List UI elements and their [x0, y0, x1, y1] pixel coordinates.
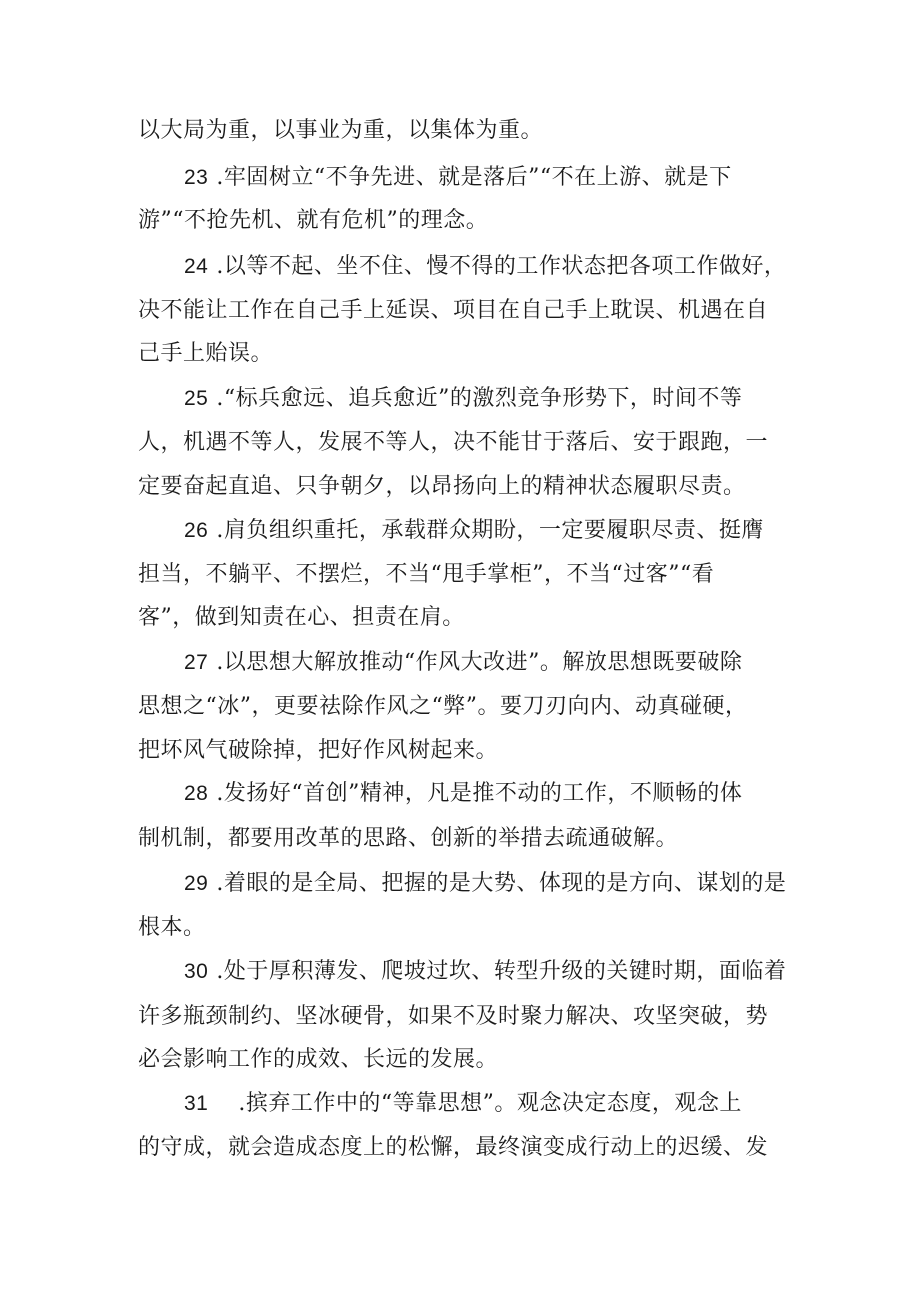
list-item-23: 23 .牢固树立“不争先进、就是落后”“不在上游、就是下: [184, 165, 732, 190]
item-number: 29: [184, 872, 209, 895]
text-line: 客”，做到知责在心、担责在肩。: [138, 605, 465, 630]
item-number: 25: [184, 387, 209, 410]
list-item-29: 29 .着眼的是全局、把握的是大势、体现的是方向、谋划的是: [184, 871, 787, 896]
text-line: 必会影响工作的成效、长远的发展。: [138, 1047, 499, 1072]
list-item-28: 28 .发扬好“首创”精神，凡是推不动的工作，不顺畅的体: [184, 781, 743, 806]
text-line: 决不能让工作在自己手上延误、项目在自己手上耽误、机遇在自: [138, 298, 769, 323]
text-line: 定要奋起直追、只争朝夕，以昂扬向上的精神状态履职尽责。: [138, 474, 746, 499]
text-line: 己手上贻误。: [138, 341, 274, 366]
item-number: 26: [184, 519, 209, 542]
text-line: 把坏风气破除掉，把好作风树起来。: [138, 738, 499, 763]
list-item-31: 31 .摈弃工作中的“等靠思想”。观念决定态度，观念上: [184, 1091, 742, 1116]
text-line: 人，机遇不等人，发展不等人，决不能甘于落后、安于跟跑，一: [138, 430, 769, 455]
text-line: 思想之“冰”，更要祛除作风之“弊”。要刀刃向内、动真碰硬，: [138, 694, 748, 719]
list-item-26: 26 .肩负组织重托，承载群众期盼，一定要履职尽责、挺膺: [184, 518, 764, 543]
item-number: 27: [184, 651, 209, 674]
text-line: 担当，不躺平、不摆烂，不当“甩手掌柜”，不当“过客”“看: [138, 562, 715, 587]
text-line: 根本。: [138, 915, 206, 940]
list-item-25: 25 .“标兵愈远、追兵愈近”的激烈竞争形势下，时间不等: [184, 386, 743, 411]
list-item-27: 27 .以思想大解放推动“作风大改进”。解放思想既要破除: [184, 650, 743, 675]
item-number: 28: [184, 782, 209, 805]
text-line: 许多瓶颈制约、坚冰硬骨，如果不及时聚力解决、攻坚突破，势: [138, 1004, 769, 1029]
list-item-24: 24 .以等不起、坐不住、慢不得的工作状态把各项工作做好，: [184, 254, 787, 279]
item-number: 24: [184, 255, 209, 278]
item-number: 23: [184, 166, 209, 189]
item-number: 31: [184, 1092, 209, 1115]
text-line: 游”“不抢先机、就有危机”的理念。: [138, 208, 489, 233]
text-line: 制机制，都要用改革的思路、创新的举措去疏通破解。: [138, 826, 679, 851]
text-line: 的守成，就会造成态度上的松懈，最终演变成行动上的迟缓、发: [138, 1135, 769, 1160]
text-line: 以大局为重，以事业为重，以集体为重。: [138, 118, 544, 143]
item-number: 30: [184, 960, 209, 983]
list-item-30: 30 .处于厚积薄发、爬坡过坎、转型升级的关键时期，面临着: [184, 959, 787, 984]
